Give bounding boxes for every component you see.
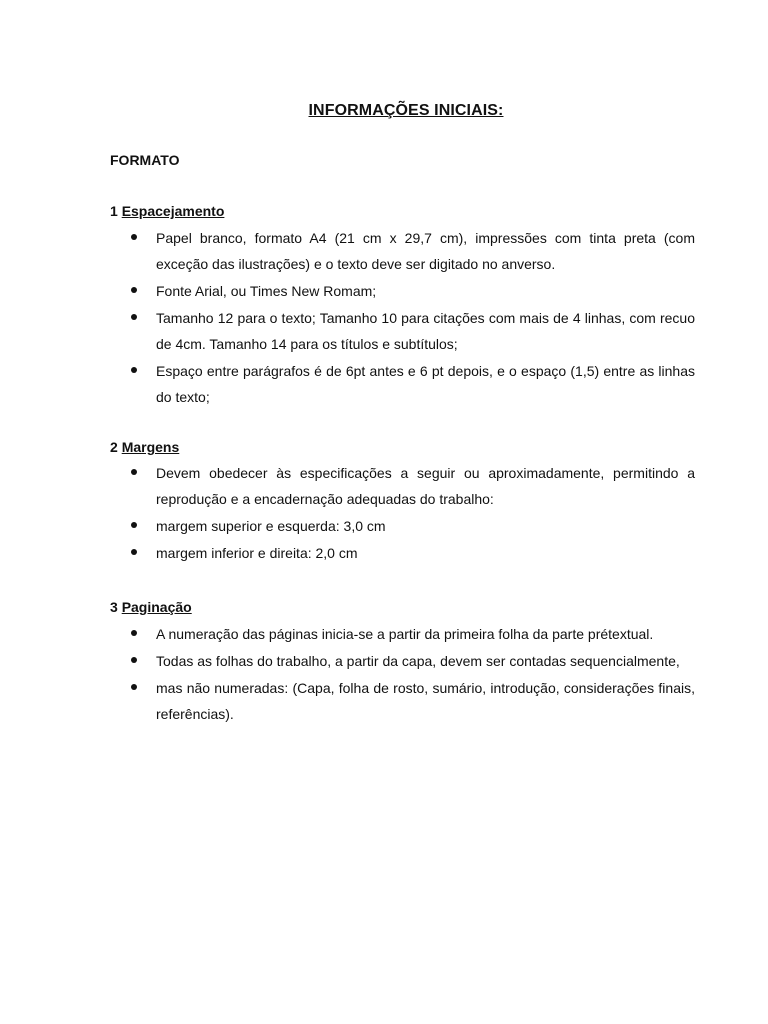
list-item bbox=[110, 648, 695, 674]
section-number: 2 bbox=[110, 439, 118, 455]
list-item-text: margem superior e esquerda: 3,0 cm bbox=[156, 518, 386, 534]
list-item bbox=[110, 621, 695, 647]
list-item-text: Tamanho 12 para o texto; Tamanho 10 para citações com mais de 4 linhas, com recuo de 4cm. Tamanho 14 para os títulos e subtítulos; bbox=[156, 310, 695, 352]
section-number: 3 bbox=[110, 599, 118, 615]
list-item-text: mas não numeradas: (Capa, folha de rosto, sumário, introdução, considerações finais, referências). bbox=[156, 680, 695, 722]
section-heading-margens bbox=[110, 439, 179, 455]
bullet-icon bbox=[131, 234, 137, 240]
list-item bbox=[110, 305, 695, 357]
list-item bbox=[110, 278, 695, 304]
list-item-text: A numeração das páginas inicia-se a partir da primeira folha da parte prétextual. bbox=[156, 626, 654, 642]
list-item-text: Espaço entre parágrafos é de 6pt antes e 6 pt depois, e o espaço (1,5) entre as linhas do texto; bbox=[156, 363, 695, 405]
list-item bbox=[110, 225, 695, 277]
format-label: FORMATO bbox=[110, 152, 180, 168]
section-number: 1 bbox=[110, 203, 118, 219]
list-item bbox=[110, 358, 695, 410]
document-title: INFORMAÇÕES INICIAIS: bbox=[308, 102, 504, 119]
section-name: Paginação bbox=[121, 599, 192, 615]
bullet-icon bbox=[131, 287, 137, 293]
list-item-text: Fonte Arial, ou Times New Romam; bbox=[156, 283, 377, 299]
bullet-icon bbox=[131, 684, 137, 690]
list-item bbox=[110, 460, 695, 512]
section-name: Margens bbox=[121, 439, 180, 455]
section-heading-espacejamento bbox=[110, 203, 224, 219]
list-item bbox=[110, 540, 695, 566]
list-item-text: Devem obedecer às especificações a seguir ou aproximadamente, permitindo a reprodução e a encadernação adequadas do trabalho: bbox=[156, 465, 695, 507]
list-item bbox=[110, 675, 695, 727]
bullet-icon bbox=[131, 522, 137, 528]
section-name: Espacejamento bbox=[121, 203, 225, 219]
bullet-icon bbox=[131, 469, 137, 475]
bullet-icon bbox=[131, 549, 137, 555]
list-item bbox=[110, 513, 695, 539]
bullet-icon bbox=[131, 314, 137, 320]
list-item-text: Todas as folhas do trabalho, a partir da capa, devem ser contadas sequencialmente, bbox=[156, 653, 680, 669]
bullet-list-espacejamento bbox=[110, 225, 695, 411]
bullet-list-margens bbox=[110, 460, 695, 567]
bullet-icon bbox=[131, 367, 137, 373]
section-heading-paginacao bbox=[110, 599, 192, 615]
bullet-icon bbox=[131, 630, 137, 636]
bullet-list-paginacao bbox=[110, 621, 695, 728]
list-item-text: margem inferior e direita: 2,0 cm bbox=[156, 545, 358, 561]
list-item-text: Papel branco, formato A4 (21 cm x 29,7 cm), impressões com tinta preta (com exceção das ilustrações) e o texto deve ser digitado no anverso. bbox=[156, 230, 695, 272]
bullet-icon bbox=[131, 657, 137, 663]
